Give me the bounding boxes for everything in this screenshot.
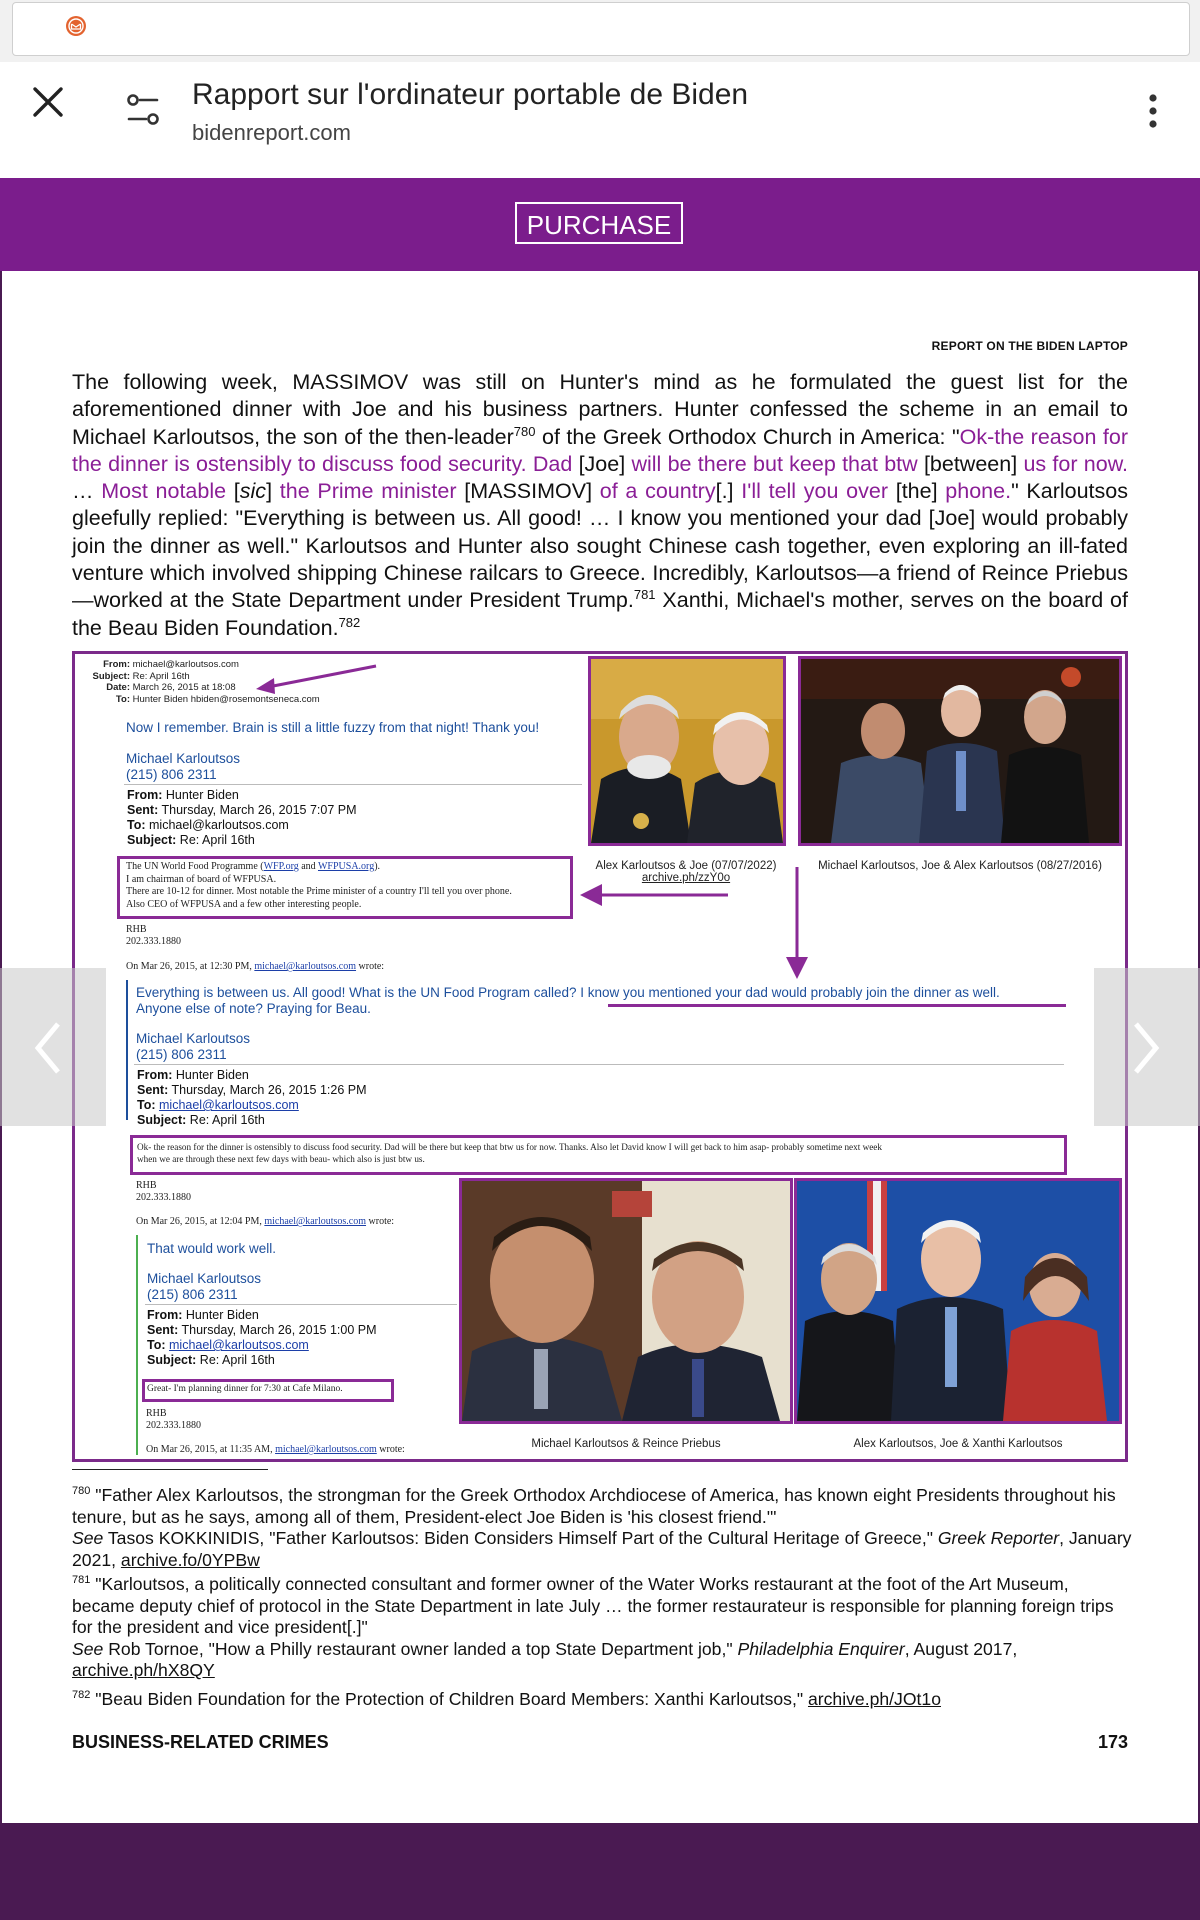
footnote-782: [72, 1689, 1132, 1711]
label: Subject:: [92, 670, 130, 682]
quote-text: of a country: [599, 479, 716, 504]
photo-alex-joe-xanthi: [794, 1178, 1122, 1424]
quote-text: phone.: [945, 479, 1012, 504]
browser-tab-strip: [0, 0, 1200, 62]
photo-image: [591, 659, 783, 843]
text: Anyone else of note? Praying for Beau.: [136, 1001, 371, 1016]
body-text: Xanthi, Michael's mother, serves on the board of the Beau Biden Foundation.: [72, 588, 1128, 640]
bracket-text: [.]: [715, 479, 742, 504]
link[interactable]: michael@karloutsos.com: [275, 1444, 377, 1455]
signature-name: Michael Karloutsos: [126, 751, 241, 766]
label: Sent:: [127, 803, 159, 817]
quote-text: will be there but keep that btw: [631, 451, 918, 476]
photo-image: [462, 1181, 790, 1421]
hunter-message: [126, 861, 512, 911]
footnote-link[interactable]: archive.fo/0YPBw: [120, 1549, 260, 1570]
label: To:: [137, 1098, 156, 1112]
footnote-781: [72, 1574, 1132, 1682]
footnote-ref-782[interactable]: 782: [338, 614, 361, 630]
text: 202.333.1880: [126, 936, 181, 947]
bracket-text: [the]: [888, 479, 946, 504]
label: To:: [115, 693, 130, 705]
text: On Mar 26, 2015, at 11:35 AM,: [146, 1444, 276, 1455]
mail-icon: [65, 15, 87, 37]
label: Subject:: [127, 833, 177, 847]
bracket-text: [MASSIMOV]: [456, 479, 600, 504]
next-page-button[interactable]: [1094, 968, 1200, 1126]
text: On Mar 26, 2015, at 12:04 PM,: [136, 1216, 265, 1227]
text: "Father Alex Karloutsos, the strongman for the Greek Orthodox Archdiocese of America, has known eight Presidents throughout his tenure, but as he says, among all of them, President-elect Joe Biden is 'his closest friend.'": [72, 1485, 1116, 1527]
msg-sent: Thursday, March 26, 2015 1:26 PM: [171, 1083, 367, 1097]
quote-text: Ok-the reason for the dinner is ostensibly to discuss food security. Dad: [72, 424, 1128, 476]
signature: [126, 751, 240, 783]
footnote-number: 780: [72, 1485, 91, 1498]
bracket-text: [Joe]: [572, 451, 632, 476]
msg-from: Hunter Biden: [175, 1068, 249, 1082]
text: I know you mentioned your dad would probably join the dinner as well.: [580, 985, 1000, 1000]
quote-bar: [136, 1235, 138, 1455]
tune-icon[interactable]: [126, 92, 160, 128]
msg-to: michael@karloutsos.com: [149, 818, 289, 832]
quote-text: the Prime minister: [279, 479, 457, 504]
email-subject: Re: April 16th: [132, 670, 190, 682]
quote-text: I'll tell you over: [741, 479, 889, 504]
link[interactable]: WFPUSA.org: [317, 861, 375, 872]
bracket-text: [between]: [917, 451, 1024, 476]
quote-header: [146, 1444, 405, 1455]
bracket-text: ]: [266, 479, 280, 504]
label: To:: [127, 818, 146, 832]
rhb-signature: [146, 1408, 201, 1432]
photo-alex-joe: [588, 656, 786, 846]
sic-text: sic: [239, 479, 267, 504]
bottom-bar: [0, 1823, 1200, 1920]
message-header: [127, 788, 357, 848]
footnote-link[interactable]: archive.ph/hX8QY: [72, 1660, 215, 1681]
page-url: bidenreport.com: [192, 120, 351, 145]
body-text: of the Greek Orthodox Church in America: ": [535, 424, 960, 449]
footnote-rule: [72, 1469, 268, 1470]
text: See: [72, 1638, 104, 1659]
text: Everything is between us. All good! What is the UN Food Program called?: [136, 985, 581, 1000]
msg-to[interactable]: michael@karloutsos.com: [169, 1338, 309, 1352]
photo-image: [801, 659, 1119, 843]
text: RHB: [126, 924, 147, 935]
caption-link[interactable]: archive.ph/zzY0o: [641, 872, 731, 884]
browser-tab[interactable]: [12, 2, 1190, 56]
photo-image: [797, 1181, 1119, 1421]
msg-subject: Re: April 16th: [189, 1113, 265, 1127]
reply-text: Now I remember. Brain is still a little fuzzy from that night! Thank you!: [126, 720, 540, 735]
label: Subject:: [147, 1353, 197, 1367]
msg-sent: Thursday, March 26, 2015 1:00 PM: [181, 1323, 377, 1337]
label: Sent:: [137, 1083, 169, 1097]
email-to: Hunter Biden hbiden@rosemontseneca.com: [132, 693, 320, 705]
signature: [147, 1271, 261, 1303]
text: Philadelphia Enquirer: [737, 1638, 905, 1659]
text: wrote:: [376, 1444, 405, 1455]
label: From:: [103, 659, 130, 670]
footnote-780: [72, 1485, 1132, 1571]
bracket-text: …: [72, 479, 102, 504]
text: "Karloutsos, a politically connected consultant and former owner of the Water Works restaurant at the foot of the Art Museum, became deputy chief of protocol in the State Department in late July … the former restaurateur is responsible for planning foreign trips for the president and vice president[.]": [72, 1574, 1114, 1638]
caption: Alex Karloutsos, Joe & Xanthi Karloutsos: [853, 1438, 1063, 1450]
rhb-signature: [136, 1180, 191, 1204]
msg-sent: Thursday, March 26, 2015 7:07 PM: [161, 803, 357, 817]
body-text: " Karloutsos gleefully replied: "Everything is between us. All good! … I know you mentioned your dad [Joe] would probably join the dinner as well." Karloutsos and Hunter also sought Chinese cash together, even exploring an ill-fated venture which involved shipping Chinese railcars to Greece. Incredibly, Karloutsos—a friend of Reince Priebus—worked at the State Department under President Trump.: [72, 479, 1128, 613]
pointer-arrow: [578, 880, 730, 910]
footnote-number: 781: [72, 1574, 91, 1587]
footnote-ref-780[interactable]: 780: [513, 423, 536, 439]
link[interactable]: michael@karloutsos.com: [254, 961, 357, 972]
chevron-right-icon: [1124, 1020, 1164, 1076]
caption: Michael Karloutsos, Joe & Alex Karloutsos (08/27/2016): [818, 860, 1102, 872]
divider: [124, 784, 582, 785]
prev-page-button[interactable]: [0, 968, 106, 1126]
text: I am chairman of board of WFPUSA.: [126, 873, 277, 885]
signature-phone: (215) 806 2311: [126, 767, 217, 782]
msg-from: Hunter Biden: [185, 1308, 259, 1322]
quote-text: Most notable: [101, 479, 227, 504]
running-head: REPORT ON THE BIDEN LAPTOP: [931, 339, 1128, 353]
pointer-arrow: [250, 660, 380, 694]
text: when we are through these next few days with beau- which also is just btw us.: [137, 1153, 425, 1164]
link[interactable]: michael@karloutsos.com: [264, 1216, 367, 1227]
label: Date:: [106, 682, 130, 693]
body-text: The following week, MASSIMOV was still on Hunter's mind as he formulated the guest list for the aforementioned dinner with Joe and his business partners. Hunter confessed the scheme in an email to Michael Karloutsos, the son of the then-leader: [72, 370, 1128, 449]
signature: [136, 1031, 250, 1063]
email-date: March 26, 2015 at 18:08: [132, 682, 236, 693]
text: RHB: [146, 1408, 167, 1419]
karloutsos-reply: That would work well.: [147, 1241, 277, 1256]
msg-subject: Re: April 16th: [199, 1353, 275, 1367]
footnote-number: 782: [72, 1689, 91, 1702]
divider: [145, 1304, 457, 1305]
text: ).: [374, 861, 381, 872]
quote-header: [136, 1216, 394, 1227]
label: From:: [127, 788, 163, 802]
text: 202.333.1880: [146, 1420, 201, 1431]
msg-from: Hunter Biden: [165, 788, 239, 802]
email-from: michael@karloutsos.com: [132, 659, 239, 670]
text: , August 2017,: [904, 1638, 1018, 1659]
rhb-signature: [126, 924, 181, 948]
caption-text: Alex Karloutsos & Joe (07/07/2022): [595, 860, 777, 872]
text: The UN World Food Programme (: [126, 861, 264, 872]
text: RHB: [136, 1180, 157, 1191]
text: , January 2021,: [72, 1528, 1132, 1570]
footnote-ref-781[interactable]: 781: [633, 587, 656, 603]
text: See: [72, 1528, 104, 1549]
caption: Michael Karloutsos & Reince Priebus: [531, 1438, 721, 1450]
label: To:: [147, 1338, 166, 1352]
underline-mark: [608, 1004, 1066, 1007]
text: On Mar 26, 2015, at 12:30 PM,: [126, 961, 255, 972]
hunter-message: [137, 1142, 882, 1165]
quote-bar: [126, 980, 128, 1120]
text: wrote:: [356, 961, 385, 972]
text: Also CEO of WFPUSA and a few other interesting people.: [126, 898, 362, 910]
quote-header: [126, 961, 384, 972]
karloutsos-reply: [136, 985, 1000, 1017]
text: Rob Tornoe, "How a Philly restaurant owner landed a top State Department job,": [103, 1638, 738, 1659]
signature-name: Michael Karloutsos: [136, 1031, 251, 1046]
page-title: Rapport sur l'ordinateur portable de Biden: [192, 78, 749, 111]
signature-phone: (215) 806 2311: [136, 1047, 227, 1062]
message-header: [137, 1068, 367, 1128]
photo-michael-priebus: [459, 1178, 793, 1424]
divider: [134, 1064, 1064, 1065]
body-paragraph: [72, 369, 1128, 642]
msg-subject: Re: April 16th: [179, 833, 255, 847]
label: From:: [147, 1308, 183, 1322]
msg-to[interactable]: michael@karloutsos.com: [159, 1098, 299, 1112]
message-header: [147, 1308, 377, 1368]
label: Sent:: [147, 1323, 179, 1337]
text: Ok- the reason for the dinner is ostensibly to discuss food security. Dad will be there but keep that btw us for now. Thanks. Also let David know I will get back to him asap- probably sometime next week: [137, 1142, 882, 1152]
text: 202.333.1880: [136, 1192, 191, 1203]
bracket-text: [: [226, 479, 240, 504]
photo-michael-joe-alex: [798, 656, 1122, 846]
text: "Beau Biden Foundation for the Protection of Children Board Members: Xanthi Karloutsos,": [90, 1689, 808, 1709]
page-footer-section: BUSINESS-RELATED CRIMES: [72, 1732, 329, 1752]
signature-phone: (215) 806 2311: [147, 1287, 238, 1302]
caption: [584, 860, 788, 884]
signature-name: Michael Karloutsos: [147, 1271, 262, 1286]
label: From:: [137, 1068, 173, 1082]
link[interactable]: WFP.org: [263, 861, 299, 872]
quote-text: us for now.: [1023, 451, 1129, 476]
page-number: 173: [1097, 1732, 1128, 1752]
text: Tasos KOKKINIDIS, "Father Karloutsos: Biden Considers Himself Part of the Cultural Heritage of Greece,": [103, 1528, 938, 1549]
chevron-left-icon: [30, 1020, 70, 1076]
text: Greek Reporter: [937, 1528, 1060, 1549]
close-icon[interactable]: [30, 84, 66, 120]
purchase-button[interactable]: PURCHASE: [515, 202, 683, 244]
text: There are 10-12 for dinner. Most notable the Prime minister of a country I'll tell you over phone.: [126, 886, 512, 897]
label: Subject:: [137, 1113, 187, 1127]
more-vert-icon[interactable]: [1140, 92, 1166, 130]
footnote-link[interactable]: archive.ph/JOt1o: [807, 1689, 941, 1709]
hunter-message: Great- I'm planning dinner for 7:30 at Cafe Milano.: [147, 1384, 343, 1394]
text: and: [298, 861, 318, 872]
text: wrote:: [366, 1216, 395, 1227]
